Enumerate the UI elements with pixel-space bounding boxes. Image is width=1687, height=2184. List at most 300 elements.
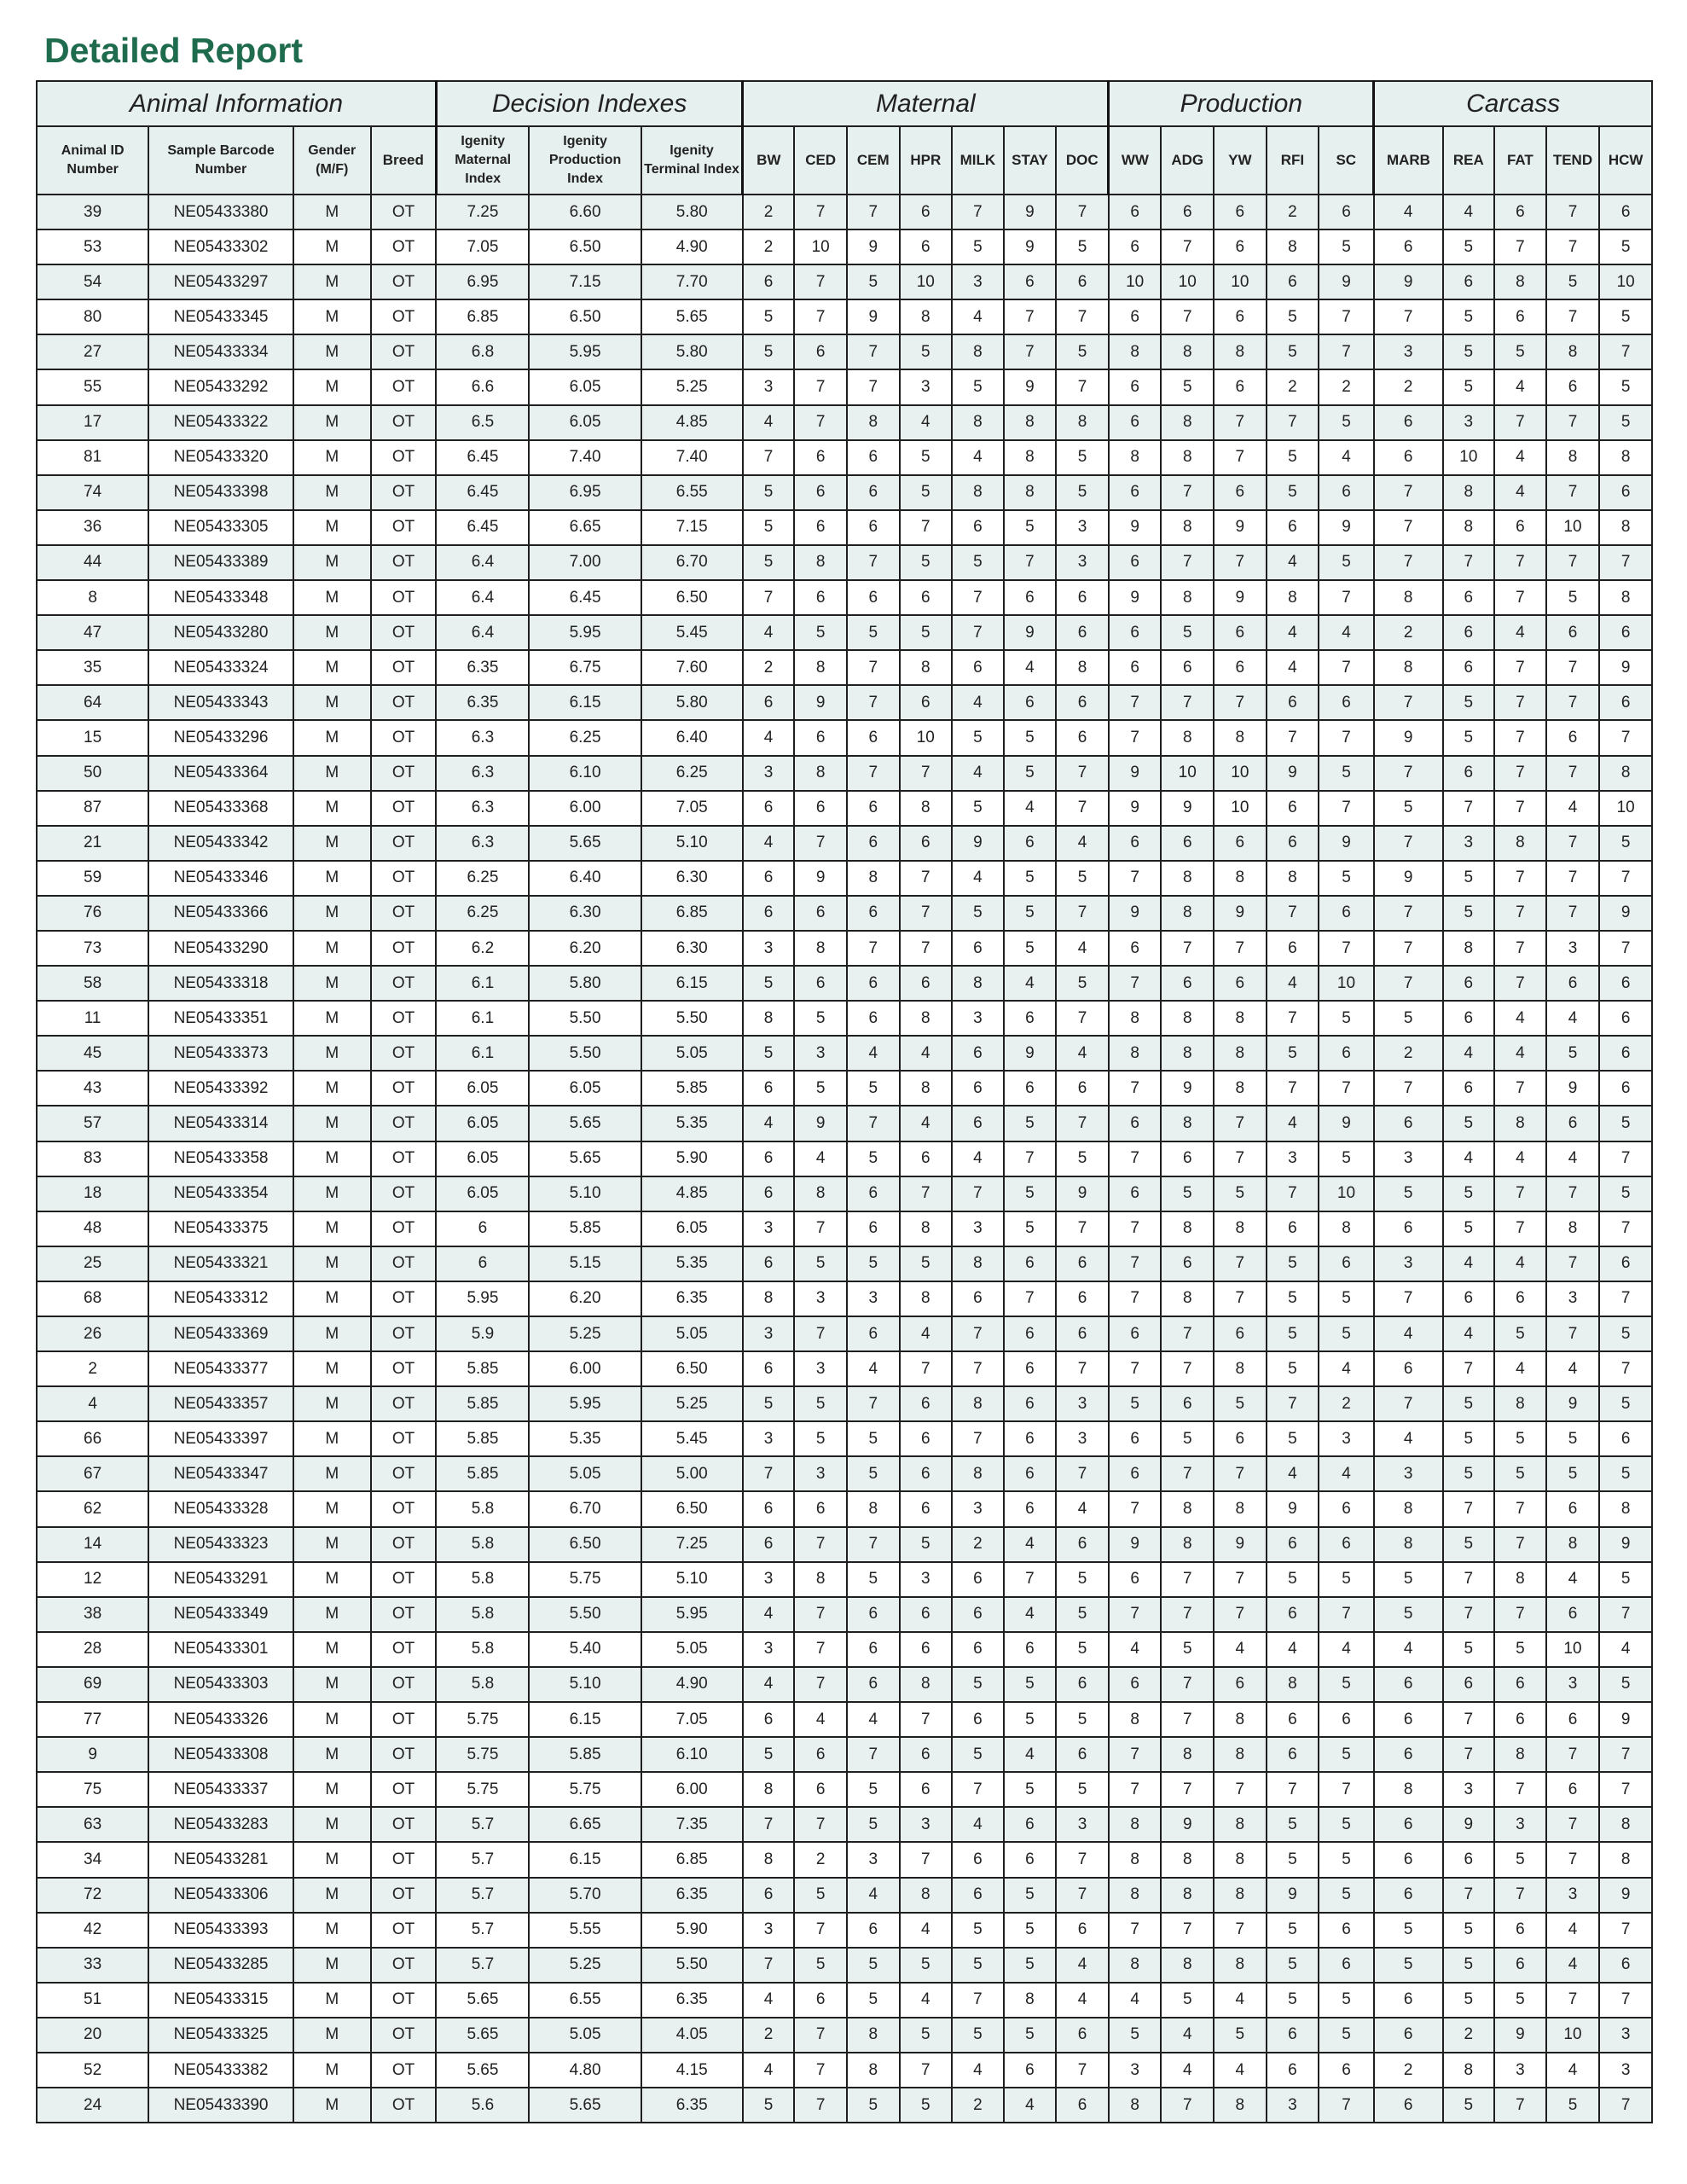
- cell-ww: 4: [1109, 1632, 1162, 1667]
- cell-animal-id-number: 27: [37, 334, 148, 369]
- table-row: [37, 966, 1652, 1001]
- cell-igenity-terminal-index: 4.90: [641, 229, 743, 264]
- cell-ced: 5: [794, 1421, 847, 1456]
- cell-doc: 5: [1056, 1772, 1109, 1807]
- cell-yw: 6: [1214, 299, 1267, 334]
- cell-rea: 3: [1443, 1772, 1495, 1807]
- cell-gender-m-f: M: [293, 1246, 371, 1281]
- cell-hcw: 7: [1599, 2088, 1652, 2123]
- cell-igenity-maternal-index: 5.75: [436, 1702, 529, 1737]
- cell-gender-m-f: M: [293, 1316, 371, 1351]
- cell-milk: 2: [952, 2088, 1004, 2123]
- cell-cem: 8: [847, 861, 900, 896]
- cell-stay: 5: [1004, 720, 1057, 755]
- cell-igenity-production-index: 7.15: [529, 264, 641, 299]
- cell-igenity-maternal-index: 6.6: [436, 369, 529, 404]
- cell-yw: 8: [1214, 2088, 1267, 2123]
- cell-adg: 5: [1161, 1983, 1214, 2018]
- cell-sample-barcode-number: NE05433347: [148, 1456, 293, 1491]
- cell-fat: 7: [1494, 650, 1546, 685]
- cell-igenity-maternal-index: 5.85: [436, 1386, 529, 1421]
- cell-hpr: 5: [900, 615, 953, 650]
- cell-igenity-maternal-index: 5.85: [436, 1456, 529, 1491]
- cell-sc: 6: [1319, 896, 1374, 931]
- cell-gender-m-f: M: [293, 1807, 371, 1842]
- cell-hpr: 10: [900, 720, 953, 755]
- cell-fat: 7: [1494, 861, 1546, 896]
- cell-rfi: 6: [1267, 826, 1319, 861]
- cell-hpr: 7: [900, 756, 953, 791]
- cell-bw: 6: [743, 1702, 795, 1737]
- cell-rea: 8: [1443, 475, 1495, 510]
- cell-stay: 6: [1004, 580, 1057, 615]
- cell-igenity-production-index: 5.85: [529, 1211, 641, 1246]
- cell-sc: 4: [1319, 1351, 1374, 1386]
- cell-milk: 3: [952, 1491, 1004, 1526]
- cell-ww: 9: [1109, 1527, 1162, 1562]
- cell-igenity-production-index: 5.65: [529, 2088, 641, 2123]
- cell-sample-barcode-number: NE05433324: [148, 650, 293, 685]
- cell-sc: 5: [1319, 861, 1374, 896]
- cell-sc: 6: [1319, 1036, 1374, 1071]
- cell-bw: 2: [743, 650, 795, 685]
- cell-sc: 2: [1319, 1386, 1374, 1421]
- cell-sample-barcode-number: NE05433348: [148, 580, 293, 615]
- cell-adg: 8: [1161, 405, 1214, 440]
- cell-breed: OT: [371, 440, 437, 475]
- cell-sc: 6: [1319, 1913, 1374, 1948]
- cell-doc: 7: [1056, 1211, 1109, 1246]
- cell-hpr: 7: [900, 1351, 953, 1386]
- cell-igenity-maternal-index: 5.65: [436, 2053, 529, 2088]
- cell-igenity-production-index: 5.10: [529, 1176, 641, 1211]
- cell-fat: 7: [1494, 580, 1546, 615]
- cell-ww: 6: [1109, 545, 1162, 580]
- cell-tend: 3: [1546, 1281, 1600, 1316]
- cell-igenity-terminal-index: 5.95: [641, 1597, 743, 1632]
- cell-marb: 8: [1374, 1527, 1443, 1562]
- cell-doc: 4: [1056, 1948, 1109, 1983]
- cell-hcw: 8: [1599, 1491, 1652, 1526]
- cell-yw: 6: [1214, 826, 1267, 861]
- cell-igenity-terminal-index: 4.15: [641, 2053, 743, 2088]
- table-row: [37, 1597, 1652, 1632]
- cell-stay: 7: [1004, 1562, 1057, 1597]
- cell-hpr: 6: [900, 826, 953, 861]
- cell-marb: 7: [1374, 545, 1443, 580]
- cell-yw: 8: [1214, 1491, 1267, 1526]
- cell-ww: 6: [1109, 1421, 1162, 1456]
- cell-cem: 6: [847, 580, 900, 615]
- cell-stay: 5: [1004, 1702, 1057, 1737]
- cell-hcw: 5: [1599, 1316, 1652, 1351]
- cell-ww: 8: [1109, 440, 1162, 475]
- table-row: [37, 756, 1652, 791]
- cell-igenity-production-index: 5.95: [529, 1386, 641, 1421]
- cell-rea: 5: [1443, 299, 1495, 334]
- cell-sc: 6: [1319, 1491, 1374, 1526]
- cell-sample-barcode-number: NE05433368: [148, 791, 293, 826]
- cell-hpr: 6: [900, 966, 953, 1001]
- cell-rfi: 6: [1267, 1597, 1319, 1632]
- cell-hpr: 7: [900, 896, 953, 931]
- cell-sample-barcode-number: NE05433326: [148, 1702, 293, 1737]
- column-header-hpr: HPR: [900, 126, 953, 195]
- cell-adg: 8: [1161, 1527, 1214, 1562]
- cell-sample-barcode-number: NE05433292: [148, 369, 293, 404]
- cell-hpr: 8: [900, 299, 953, 334]
- cell-cem: 5: [847, 1071, 900, 1106]
- cell-igenity-production-index: 6.30: [529, 896, 641, 931]
- cell-bw: 3: [743, 1632, 795, 1667]
- cell-adg: 8: [1161, 720, 1214, 755]
- cell-bw: 3: [743, 1562, 795, 1597]
- cell-gender-m-f: M: [293, 1913, 371, 1948]
- cell-milk: 4: [952, 756, 1004, 791]
- cell-rfi: 7: [1267, 1176, 1319, 1211]
- table-row: [37, 896, 1652, 931]
- cell-breed: OT: [371, 1983, 437, 2018]
- cell-bw: 5: [743, 1386, 795, 1421]
- cell-animal-id-number: 36: [37, 510, 148, 545]
- cell-ced: 6: [794, 475, 847, 510]
- cell-gender-m-f: M: [293, 791, 371, 826]
- column-header-rea: REA: [1443, 126, 1495, 195]
- cell-adg: 8: [1161, 1211, 1214, 1246]
- cell-igenity-terminal-index: 6.35: [641, 2088, 743, 2123]
- cell-bw: 3: [743, 369, 795, 404]
- table-row: [37, 1141, 1652, 1176]
- cell-gender-m-f: M: [293, 580, 371, 615]
- cell-igenity-terminal-index: 5.50: [641, 1001, 743, 1036]
- cell-igenity-production-index: 5.25: [529, 1316, 641, 1351]
- cell-rea: 6: [1443, 1071, 1495, 1106]
- cell-tend: 3: [1546, 931, 1600, 966]
- cell-animal-id-number: 25: [37, 1246, 148, 1281]
- cell-cem: 5: [847, 1948, 900, 1983]
- cell-rea: 4: [1443, 1246, 1495, 1281]
- group-header-carcass: Carcass: [1374, 81, 1652, 126]
- cell-marb: 7: [1374, 756, 1443, 791]
- cell-ww: 7: [1109, 966, 1162, 1001]
- cell-tend: 8: [1546, 440, 1600, 475]
- cell-doc: 5: [1056, 1141, 1109, 1176]
- cell-animal-id-number: 50: [37, 756, 148, 791]
- cell-tend: 7: [1546, 1246, 1600, 1281]
- cell-bw: 6: [743, 685, 795, 720]
- table-row: [37, 1667, 1652, 1702]
- cell-sc: 6: [1319, 1527, 1374, 1562]
- cell-animal-id-number: 9: [37, 1737, 148, 1772]
- cell-igenity-terminal-index: 5.05: [641, 1036, 743, 1071]
- cell-igenity-production-index: 7.00: [529, 545, 641, 580]
- cell-yw: 9: [1214, 896, 1267, 931]
- cell-hcw: 9: [1599, 1702, 1652, 1737]
- cell-rea: 6: [1443, 650, 1495, 685]
- cell-tend: 5: [1546, 1456, 1600, 1491]
- cell-cem: 5: [847, 1141, 900, 1176]
- cell-ced: 3: [794, 1281, 847, 1316]
- cell-ced: 6: [794, 580, 847, 615]
- cell-animal-id-number: 75: [37, 1772, 148, 1807]
- cell-hcw: 8: [1599, 1807, 1652, 1842]
- cell-doc: 6: [1056, 1913, 1109, 1948]
- column-header-yw: YW: [1214, 126, 1267, 195]
- cell-gender-m-f: M: [293, 475, 371, 510]
- cell-hpr: 5: [900, 2018, 953, 2053]
- cell-fat: 4: [1494, 369, 1546, 404]
- cell-stay: 7: [1004, 334, 1057, 369]
- cell-sc: 5: [1319, 405, 1374, 440]
- cell-ced: 7: [794, 1316, 847, 1351]
- cell-milk: 4: [952, 685, 1004, 720]
- cell-milk: 6: [952, 1071, 1004, 1106]
- table-row: [37, 475, 1652, 510]
- cell-ced: 7: [794, 826, 847, 861]
- cell-doc: 7: [1056, 1878, 1109, 1913]
- cell-doc: 7: [1056, 1106, 1109, 1141]
- cell-tend: 4: [1546, 1351, 1600, 1386]
- cell-bw: 6: [743, 1491, 795, 1526]
- cell-milk: 9: [952, 826, 1004, 861]
- cell-bw: 5: [743, 545, 795, 580]
- cell-milk: 7: [952, 1176, 1004, 1211]
- cell-bw: 4: [743, 1667, 795, 1702]
- cell-ced: 7: [794, 2018, 847, 2053]
- cell-cem: 7: [847, 1106, 900, 1141]
- cell-fat: 6: [1494, 299, 1546, 334]
- table-row: [37, 791, 1652, 826]
- cell-ww: 9: [1109, 756, 1162, 791]
- cell-cem: 8: [847, 2053, 900, 2088]
- cell-rfi: 7: [1267, 1001, 1319, 1036]
- cell-breed: OT: [371, 1597, 437, 1632]
- cell-igenity-maternal-index: 6.35: [436, 685, 529, 720]
- cell-ww: 6: [1109, 1106, 1162, 1141]
- cell-stay: 5: [1004, 1772, 1057, 1807]
- cell-rfi: 9: [1267, 756, 1319, 791]
- cell-hpr: 6: [900, 1386, 953, 1421]
- cell-breed: OT: [371, 1491, 437, 1526]
- cell-hcw: 7: [1599, 861, 1652, 896]
- cell-ww: 7: [1109, 1491, 1162, 1526]
- cell-gender-m-f: M: [293, 405, 371, 440]
- cell-marb: 7: [1374, 1071, 1443, 1106]
- cell-rfi: 3: [1267, 1141, 1319, 1176]
- cell-animal-id-number: 38: [37, 1597, 148, 1632]
- cell-adg: 5: [1161, 1421, 1214, 1456]
- cell-doc: 7: [1056, 369, 1109, 404]
- cell-doc: 6: [1056, 1246, 1109, 1281]
- cell-yw: 6: [1214, 1316, 1267, 1351]
- cell-ced: 6: [794, 896, 847, 931]
- cell-ced: 7: [794, 264, 847, 299]
- column-header-hcw: HCW: [1599, 126, 1652, 195]
- cell-rfi: 2: [1267, 369, 1319, 404]
- cell-fat: 8: [1494, 264, 1546, 299]
- cell-ced: 5: [794, 615, 847, 650]
- cell-sc: 5: [1319, 756, 1374, 791]
- cell-cem: 6: [847, 440, 900, 475]
- cell-igenity-maternal-index: 6.25: [436, 896, 529, 931]
- cell-doc: 3: [1056, 1807, 1109, 1842]
- cell-bw: 7: [743, 1807, 795, 1842]
- cell-yw: 7: [1214, 1106, 1267, 1141]
- cell-doc: 9: [1056, 1176, 1109, 1211]
- cell-sc: 9: [1319, 264, 1374, 299]
- cell-animal-id-number: 83: [37, 1141, 148, 1176]
- cell-sc: 5: [1319, 2018, 1374, 2053]
- cell-ced: 7: [794, 369, 847, 404]
- cell-marb: 9: [1374, 264, 1443, 299]
- table-row: [37, 861, 1652, 896]
- cell-gender-m-f: M: [293, 1772, 371, 1807]
- cell-sc: 5: [1319, 1316, 1374, 1351]
- table-row: [37, 1737, 1652, 1772]
- cell-breed: OT: [371, 1036, 437, 1071]
- table-row: [37, 334, 1652, 369]
- cell-hpr: 8: [900, 791, 953, 826]
- cell-sample-barcode-number: NE05433390: [148, 2088, 293, 2123]
- cell-animal-id-number: 76: [37, 896, 148, 931]
- cell-tend: 4: [1546, 1562, 1600, 1597]
- cell-yw: 10: [1214, 264, 1267, 299]
- cell-ced: 6: [794, 791, 847, 826]
- cell-adg: 7: [1161, 1667, 1214, 1702]
- cell-igenity-production-index: 5.65: [529, 1141, 641, 1176]
- cell-doc: 4: [1056, 1491, 1109, 1526]
- cell-yw: 4: [1214, 1983, 1267, 2018]
- cell-doc: 5: [1056, 1702, 1109, 1737]
- cell-tend: 4: [1546, 1001, 1600, 1036]
- cell-hpr: 6: [900, 1632, 953, 1667]
- cell-adg: 7: [1161, 1316, 1214, 1351]
- cell-cem: 9: [847, 299, 900, 334]
- cell-rfi: 9: [1267, 1491, 1319, 1526]
- cell-breed: OT: [371, 756, 437, 791]
- column-header-cem: CEM: [847, 126, 900, 195]
- cell-gender-m-f: M: [293, 826, 371, 861]
- cell-gender-m-f: M: [293, 545, 371, 580]
- cell-rfi: 5: [1267, 1246, 1319, 1281]
- cell-hpr: 6: [900, 229, 953, 264]
- cell-ww: 4: [1109, 1983, 1162, 2018]
- cell-igenity-terminal-index: 6.10: [641, 1737, 743, 1772]
- cell-rfi: 4: [1267, 615, 1319, 650]
- table-row: [37, 369, 1652, 404]
- cell-igenity-terminal-index: 5.00: [641, 1456, 743, 1491]
- cell-milk: 8: [952, 1456, 1004, 1491]
- cell-igenity-production-index: 5.75: [529, 1562, 641, 1597]
- cell-sample-barcode-number: NE05433346: [148, 861, 293, 896]
- cell-rea: 7: [1443, 1878, 1495, 1913]
- cell-animal-id-number: 58: [37, 966, 148, 1001]
- cell-yw: 10: [1214, 756, 1267, 791]
- cell-fat: 8: [1494, 1737, 1546, 1772]
- cell-gender-m-f: M: [293, 369, 371, 404]
- cell-animal-id-number: 66: [37, 1421, 148, 1456]
- cell-animal-id-number: 74: [37, 475, 148, 510]
- cell-ww: 7: [1109, 1141, 1162, 1176]
- cell-marb: 3: [1374, 1141, 1443, 1176]
- cell-igenity-maternal-index: 6.45: [436, 510, 529, 545]
- cell-marb: 7: [1374, 510, 1443, 545]
- cell-adg: 7: [1161, 1772, 1214, 1807]
- cell-breed: OT: [371, 2018, 437, 2053]
- cell-igenity-terminal-index: 6.85: [641, 896, 743, 931]
- cell-igenity-production-index: 7.40: [529, 440, 641, 475]
- cell-cem: 4: [847, 1702, 900, 1737]
- table-row: [37, 1386, 1652, 1421]
- cell-tend: 8: [1546, 1527, 1600, 1562]
- cell-rfi: 6: [1267, 264, 1319, 299]
- cell-hpr: 5: [900, 545, 953, 580]
- cell-fat: 3: [1494, 2053, 1546, 2088]
- cell-rea: 7: [1443, 791, 1495, 826]
- cell-hcw: 5: [1599, 1106, 1652, 1141]
- cell-sc: 7: [1319, 2088, 1374, 2123]
- table-row: [37, 1281, 1652, 1316]
- cell-doc: 5: [1056, 1632, 1109, 1667]
- cell-breed: OT: [371, 264, 437, 299]
- cell-hpr: 6: [900, 1421, 953, 1456]
- cell-stay: 8: [1004, 1983, 1057, 2018]
- cell-sample-barcode-number: NE05433342: [148, 826, 293, 861]
- cell-gender-m-f: M: [293, 756, 371, 791]
- cell-bw: 6: [743, 1878, 795, 1913]
- cell-sc: 7: [1319, 1772, 1374, 1807]
- cell-animal-id-number: 47: [37, 615, 148, 650]
- cell-stay: 9: [1004, 369, 1057, 404]
- cell-ced: 7: [794, 1667, 847, 1702]
- cell-rea: 6: [1443, 580, 1495, 615]
- cell-igenity-terminal-index: 6.05: [641, 1211, 743, 1246]
- cell-cem: 6: [847, 1211, 900, 1246]
- cell-adg: 8: [1161, 1878, 1214, 1913]
- cell-igenity-maternal-index: 6.1: [436, 966, 529, 1001]
- cell-sc: 6: [1319, 475, 1374, 510]
- cell-tend: 7: [1546, 1176, 1600, 1211]
- cell-gender-m-f: M: [293, 720, 371, 755]
- cell-rea: 6: [1443, 1667, 1495, 1702]
- cell-hpr: 4: [900, 1983, 953, 2018]
- cell-igenity-maternal-index: 6.8: [436, 334, 529, 369]
- cell-bw: 4: [743, 615, 795, 650]
- cell-gender-m-f: M: [293, 931, 371, 966]
- cell-tend: 6: [1546, 369, 1600, 404]
- cell-bw: 4: [743, 1106, 795, 1141]
- cell-cem: 6: [847, 510, 900, 545]
- cell-yw: 8: [1214, 1878, 1267, 1913]
- table-row: [37, 1491, 1652, 1526]
- cell-doc: 6: [1056, 685, 1109, 720]
- cell-igenity-maternal-index: 5.95: [436, 1281, 529, 1316]
- cell-sc: 7: [1319, 1071, 1374, 1106]
- cell-cem: 6: [847, 475, 900, 510]
- cell-doc: 5: [1056, 334, 1109, 369]
- cell-ced: 8: [794, 650, 847, 685]
- cell-stay: 5: [1004, 1106, 1057, 1141]
- cell-breed: OT: [371, 510, 437, 545]
- table-row: [37, 580, 1652, 615]
- cell-yw: 7: [1214, 1562, 1267, 1597]
- cell-marb: 5: [1374, 1597, 1443, 1632]
- cell-yw: 7: [1214, 1913, 1267, 1948]
- cell-adg: 7: [1161, 685, 1214, 720]
- cell-ced: 7: [794, 405, 847, 440]
- cell-bw: 6: [743, 1071, 795, 1106]
- cell-sc: 5: [1319, 1667, 1374, 1702]
